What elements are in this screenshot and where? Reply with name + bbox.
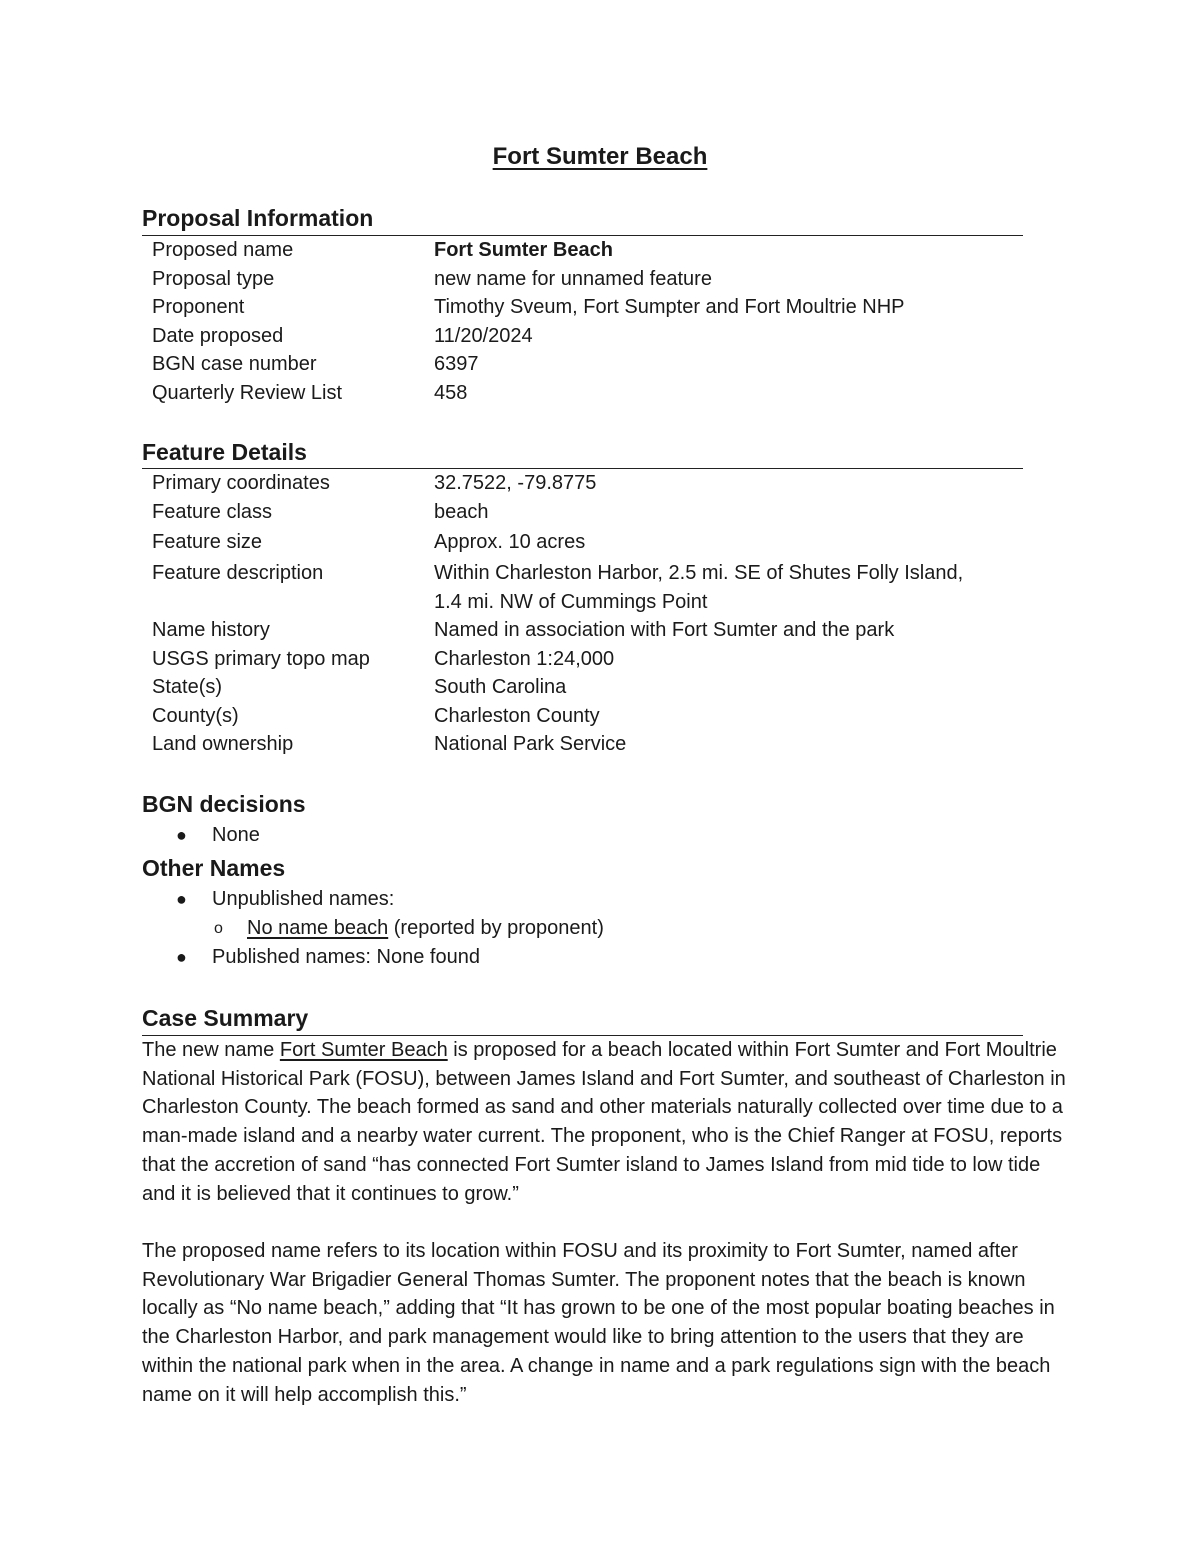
table-row [152, 236, 1034, 265]
summary-text: is proposed for a beach located within Fort Sumter and Fort Moultrie National Historical Park (FOSU), between James Island and Fort Sumter, and southeast of Charleston in Charleston County. The beach formed as sand and other materials naturally collected over time due to a man-made island and a nearby water current. The proponent, who is the Chief Ranger at FOSU, reports that the accretion of sand “has connected Fort Sumter island to James Island from mid tide to low tide and it is believed that it continues to grow.” [142, 1039, 1066, 1205]
section-heading-other-names: Other Names [142, 855, 286, 881]
section-heading-bgn: BGN decisions [142, 791, 306, 817]
unpublished-name: No name beach [247, 917, 389, 939]
row-value: Charleston County [434, 704, 600, 727]
row-value: Named in association with Fort Sumter and the park [434, 619, 895, 641]
row-label: Proposal type [152, 267, 275, 290]
other-names-list [142, 885, 604, 972]
row-value: National Park Service [434, 733, 627, 755]
bgn-list [142, 821, 260, 850]
row-label: USGS primary topo map [152, 647, 370, 670]
row-value: South Carolina [434, 676, 567, 698]
row-value-line: 1.4 mi. NW of Cummings Point [434, 590, 708, 613]
list-item-text: Unpublished names: [212, 888, 395, 910]
section-heading-feature: Feature Details [142, 439, 307, 465]
table-row [152, 702, 1034, 731]
row-value: Timothy Sveum, Fort Sumpter and Fort Moultrie NHP [434, 296, 905, 318]
row-value: Charleston 1:24,000 [434, 647, 615, 670]
proposal-table [152, 236, 1034, 407]
row-value: 32.7522, -79.8775 [434, 472, 597, 494]
bullet-icon: ● [176, 825, 187, 845]
proposed-name-reference: Fort Sumter Beach [279, 1039, 448, 1061]
row-value: new name for unnamed feature [434, 267, 712, 290]
row-label: BGN case number [152, 353, 317, 375]
row-value-line: Within Charleston Harbor, 2.5 mi. SE of Shutes Folly Island, [434, 562, 964, 584]
table-row [152, 350, 1034, 379]
list-item [142, 943, 604, 972]
row-label: Date proposed [152, 324, 284, 347]
row-label: Proponent [152, 296, 245, 318]
row-label: County(s) [152, 704, 239, 727]
list-item [142, 821, 260, 850]
table-row [152, 498, 1034, 527]
list-item [142, 885, 604, 914]
summary-text: The new name [142, 1039, 280, 1061]
table-row [152, 379, 1034, 408]
table-row [152, 526, 1034, 557]
list-item [142, 914, 604, 943]
row-label: Feature description [152, 562, 324, 584]
bullet-icon: ● [176, 889, 187, 909]
unpublished-note: (reported by proponent) [388, 917, 604, 939]
row-value: Approx. 10 acres [434, 531, 586, 553]
row-label: State(s) [152, 676, 223, 698]
circle-bullet-icon: o [214, 920, 223, 937]
table-row [152, 557, 1034, 616]
table-row [152, 469, 1034, 498]
row-label: Name history [152, 619, 270, 641]
table-row [152, 322, 1034, 351]
list-item-text: None [212, 824, 260, 846]
row-label: Quarterly Review List [152, 381, 343, 404]
table-row [152, 265, 1034, 294]
row-label: Feature class [152, 500, 273, 523]
summary-paragraph-1 [142, 1036, 1067, 1208]
row-value [434, 557, 1034, 616]
table-row [152, 673, 1034, 702]
summary-paragraph-2: The proposed name refers to its location within FOSU and its proximity to Fort Sumter, named after Revolutionary War Brigadier General Thomas Sumter. The proponent notes that the beach is known locally as “No name beach,” adding that “It has grown to be one of the most popular boating beaches in the Charleston Harbor, and park management would like to bring attention to the users that they are within the national park when in the area. A change in name and a park regulations sign with the beach name on it will help accomplish this.” [142, 1240, 1055, 1406]
feature-table [152, 469, 1034, 759]
bullet-icon: ● [176, 947, 187, 967]
table-row [152, 730, 1034, 759]
row-value: beach [434, 500, 489, 523]
row-value: 6397 [434, 353, 479, 375]
table-row [152, 645, 1034, 674]
table-row [152, 293, 1034, 322]
section-heading-proposal: Proposal Information [142, 205, 374, 231]
row-value: Fort Sumter Beach [434, 239, 613, 261]
row-value: 11/20/2024 [434, 324, 533, 347]
row-label: Primary coordinates [152, 472, 330, 494]
document-title: Fort Sumter Beach [492, 143, 708, 170]
row-label: Land ownership [152, 733, 294, 755]
list-item-text: Published names: None found [212, 946, 480, 968]
table-row [152, 616, 1034, 645]
row-label: Proposed name [152, 239, 294, 261]
row-label: Feature size [152, 531, 263, 553]
row-value: 458 [434, 381, 468, 404]
section-heading-case-summary: Case Summary [142, 1005, 309, 1031]
